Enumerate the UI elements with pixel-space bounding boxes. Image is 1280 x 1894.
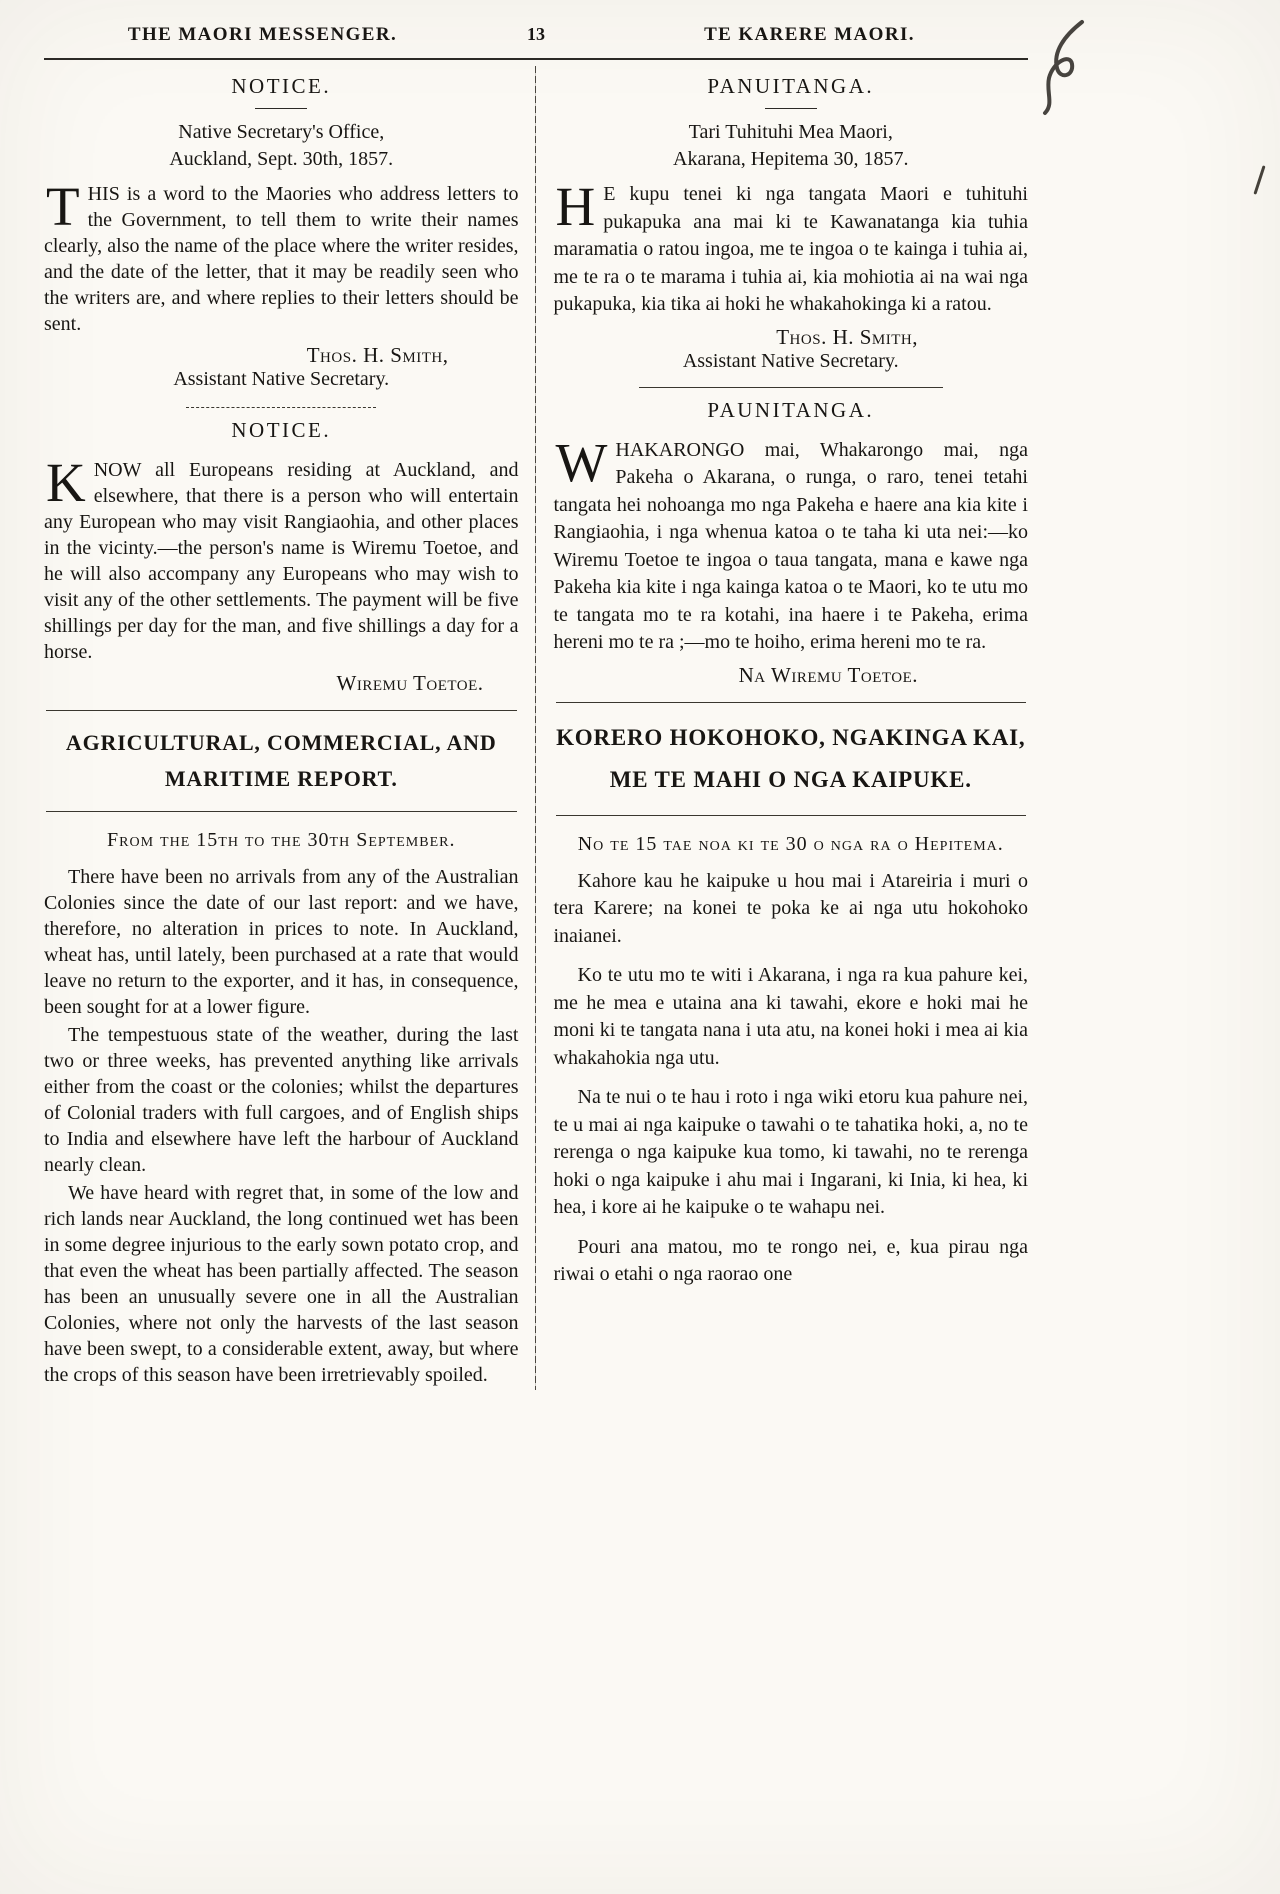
panuitanga-heading: PANUITANGA. xyxy=(707,74,875,98)
dropcap-letter: W xyxy=(555,431,608,493)
notice2-body xyxy=(44,452,519,665)
section-agricultural-report xyxy=(44,710,519,1388)
section-rule xyxy=(556,815,1027,816)
section-notice-2 xyxy=(44,418,519,696)
header-rule xyxy=(44,58,1028,60)
heading-dash xyxy=(255,108,307,109)
page-header xyxy=(44,24,1028,46)
section-panuitanga xyxy=(554,74,1029,373)
notice2-signature: Wiremu Toetoe. xyxy=(336,671,484,695)
notice1-body xyxy=(44,176,519,337)
dropcap-letter: H xyxy=(555,176,596,237)
section-notice-1 xyxy=(44,74,519,391)
panuitanga-signature-title: Assistant Native Secretary. xyxy=(682,349,899,372)
paunitanga-heading: PAUNITANGA. xyxy=(707,397,875,422)
column-maori xyxy=(536,66,1029,1390)
report-paragraph: There have been no arrivals from any of the Australian Colonies since the date of our last report: and we have, therefore, no alteration in prices to note. In Auckland, wheat has, until lately, been purchased at a rate that would leave no return to the exporter, and it has, in consequence, been sought for at a lower figure. xyxy=(44,866,519,1018)
notice1-signature-title: Assistant Native Secretary. xyxy=(173,368,390,390)
dateline-line1: Tari Tuhituhi Mea Maori, xyxy=(688,121,893,143)
section-rule xyxy=(556,702,1027,703)
paunitanga-signature: Na Wiremu Toetoe. xyxy=(738,662,918,687)
korero-heading: KORERO HOKOHOKO, NGAKINGA KAI, ME TE MAHI O NGA KAIPUKE. xyxy=(556,724,1026,792)
column-english xyxy=(44,66,535,1390)
panuitanga-text: E kupu tenei ki nga tangata Maori e tuhituhi pukapuka ana mai ki te Kawanatanga kia tuhia maramatia o ratou ingoa, me te ingoa o te kainga i tuhia ai, me te ra o te marama i tuhia ai, kia mohiotia ai na wai nga pukapuka, kia tika ai hoki he whakahokinga ki a ratou. xyxy=(553,183,1028,315)
section-divider-rule xyxy=(639,387,943,388)
notice1-dateline xyxy=(44,119,519,173)
masthead-english: THE MAORI MESSENGER. xyxy=(127,24,398,45)
dateline-line2: Akarana, Hepitema 30, 1857. xyxy=(673,148,909,170)
panuitanga-dateline xyxy=(554,119,1029,173)
report-subheading: From the 15th to the 30th September. xyxy=(107,829,456,851)
korero-paragraph: Kahore kau he kaipuke u hou mai i Atareiria i muri o tera Karere; na konei te poka ke ai nga utu hokohoko inaianei. xyxy=(553,869,1028,947)
page-number: 13 xyxy=(527,24,545,44)
paunitanga-text: HAKARONGO mai, Whakarongo mai, nga Pakeha o Akarana, o runga, o raro, tenei tetahi tangata hei nohoanga mo nga Pakeha e haere ana kia kite i Rangiaohia, i nga whenua katoa o te taha ki uta nei:—ko Wiremu Toetoe te ingoa o taua tangata, mana e kawe nga Pakeha kia kite i nga kainga katoa o te Maori, ko te utu mo te tangata mo te ra kotahi, ina haere i te Pakeha, erima hereni mo te ra ;—mo te hoiho, erima hereni mo te ra. xyxy=(553,438,1028,653)
spacer xyxy=(44,443,519,457)
section-paunitanga xyxy=(554,398,1029,688)
paunitanga-body xyxy=(553,431,1029,657)
report-paragraph: We have heard with regret that, in some of the low and rich lands near Auckland, the long continued wet has been in some degree injurious to the early sown potato crop, and that even the wheat has been partially affected. The season has been an unusually severe one in all the Australian Colonies, where not only the harvests of the last season have been swept, to a considerable extent, away, but where the crops of this season have been irretrievably spoiled. xyxy=(44,1182,519,1386)
korero-paragraph: Na te nui o te hau i roto i nga wiki etoru kua pahure nei, te u mai ai nga kaipuke o tawahi o te tahatika hoki, a, no te rerenga o nga kaipuke kua tomo, ki tawahi, no te rerenga hoki o nga kaipuke i ahu mai i Ingarani, ki Inia, ki hea, ki hea, i kore ai he kaipuke o te wahapu nei. xyxy=(553,1086,1028,1218)
notice2-text: NOW all Europeans residing at Auckland, and elsewhere, that there is a person who will entertain any European who may visit Rangiaohia, and other places in the vicinty.—the person's name is Wiremu Toetoe, and he will also accompany any Europeans who may wish to visit any of the other settlements. The payment will be five shillings per day for the man, and five shillings a day for a horse. xyxy=(44,459,519,663)
notice2-heading: NOTICE. xyxy=(231,418,332,442)
ink-mark xyxy=(1022,18,1096,116)
korero-paragraph: Ko te utu mo te witi i Akarana, i nga ra kua pahure kei, me he mea e utaina ana ki tawahi, ekore e hoki mai he moni ki te tangata nana i uta atu, na konei hoki i mea ai kia whakahokia nga utu. xyxy=(553,964,1028,1069)
dateline-line1: Native Secretary's Office, xyxy=(178,121,385,143)
report-paragraph: The tempestuous state of the weather, during the last two or three weeks, has prevented anything like arrivals either from the coast or the colonies; whilst the departures of Colonial traders with full cargoes, and of English ships to India and elsewhere have left the harbour of Auckland nearly clean. xyxy=(44,1024,519,1176)
ink-mark-edge xyxy=(1253,165,1265,194)
panuitanga-signature: Thos. H. Smith, xyxy=(776,324,918,349)
dropcap-letter: K xyxy=(46,452,86,513)
section-rule xyxy=(46,811,517,812)
notice1-signature: Thos. H. Smith, xyxy=(306,343,449,367)
heading-dash xyxy=(765,108,817,109)
dateline-line2: Auckland, Sept. 30th, 1857. xyxy=(169,148,394,170)
section-rule xyxy=(46,710,517,711)
masthead-maori: TE KARERE MAORI. xyxy=(704,24,915,45)
korero-paragraph: Pouri ana matou, mo te rongo nei, e, kua pirau nga riwai o etahi o nga raorao one xyxy=(553,1235,1028,1285)
korero-subheading: No te 15 tae noa ki te 30 o nga ra o Hepitema. xyxy=(577,832,1004,855)
spacer xyxy=(554,423,1029,437)
notice1-text: HIS is a word to the Maories who address letters to the Government, to tell them to write their names clearly, also the name of the place where the writer resides, and the date of the letter, that it may be readily seen who the writers are, and where replies to their letters should be sent. xyxy=(44,183,519,335)
page-columns xyxy=(44,66,1028,1390)
section-korero-hokohoko xyxy=(554,702,1029,1289)
report-heading: AGRICULTURAL, COMMERCIAL, AND MARITIME REPORT. xyxy=(65,730,497,791)
panuitanga-body xyxy=(553,176,1029,319)
notice1-heading: NOTICE. xyxy=(231,74,332,98)
dropcap-letter: T xyxy=(46,176,80,237)
section-divider-dashed xyxy=(186,407,376,408)
